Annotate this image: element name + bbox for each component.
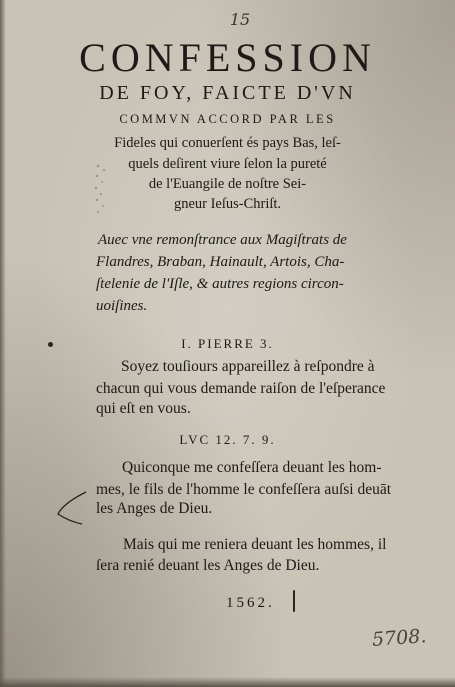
page-edge-shadow-bottom: [0, 677, 455, 687]
quote1-line-3: qui eſt en vous.: [96, 400, 191, 417]
quote2-line-2: mes, le fils de l'homme le confeſſera auſsi deuāt: [96, 481, 392, 498]
title-line-2: DE FOY, FAICTE D'VN: [99, 82, 356, 104]
remonstrance-line-4: uoiſines.: [96, 298, 148, 314]
subtitle-line-4: gneur Ieſus-Chriſt.: [173, 196, 282, 212]
handwritten-shelfmark: 5708.: [371, 625, 428, 651]
quote2-line-3: les Anges de Dieu.: [96, 500, 213, 517]
subtitle-line-1: Fideles qui conuerſent és pays Bas, leſ-: [114, 135, 341, 151]
subtitle-line-2: quels deſirent viure ſelon la pureté: [128, 156, 327, 172]
remonstrance-line-1: Auec vne remonſtrance aux Magiſtrats de: [98, 232, 347, 248]
quote3-line-1: Mais qui me reniera deuant les hommes, il: [123, 536, 387, 553]
margin-bracket-mark-icon: [52, 488, 92, 528]
title-line-3: COMMVN ACCORD PAR LES: [119, 112, 336, 126]
quote2-line-1: Quiconque me confeſſera deuant les hom-: [122, 459, 382, 476]
ink-stroke: [293, 590, 295, 612]
remonstrance-line-3: ſtelenie de l'Iſle, & autres regions circon-: [96, 276, 344, 292]
subtitle-line-3: de l'Euangile de noſtre Sei-: [148, 176, 307, 192]
page-folio: 15: [229, 10, 251, 29]
quote1-reference: I. PIERRE 3.: [181, 336, 274, 351]
title-line-1: CONFESSION: [79, 35, 376, 80]
library-stamp-icon: [92, 160, 114, 220]
quote1-line-2: chacun qui vous demande raiſon de l'eſperance: [96, 380, 386, 397]
quote1-line-1: Soyez touſiours appareillez à reſpondre à: [121, 358, 375, 375]
remonstrance-line-2: Flandres, Braban, Hainault, Artois, Cha-: [96, 254, 345, 270]
quote3-line-2: ſera renié deuant les Anges de Dieu.: [96, 557, 320, 574]
quote2-reference: LVC 12. 7. 9.: [179, 432, 276, 447]
publication-year: 1562.: [226, 595, 275, 611]
